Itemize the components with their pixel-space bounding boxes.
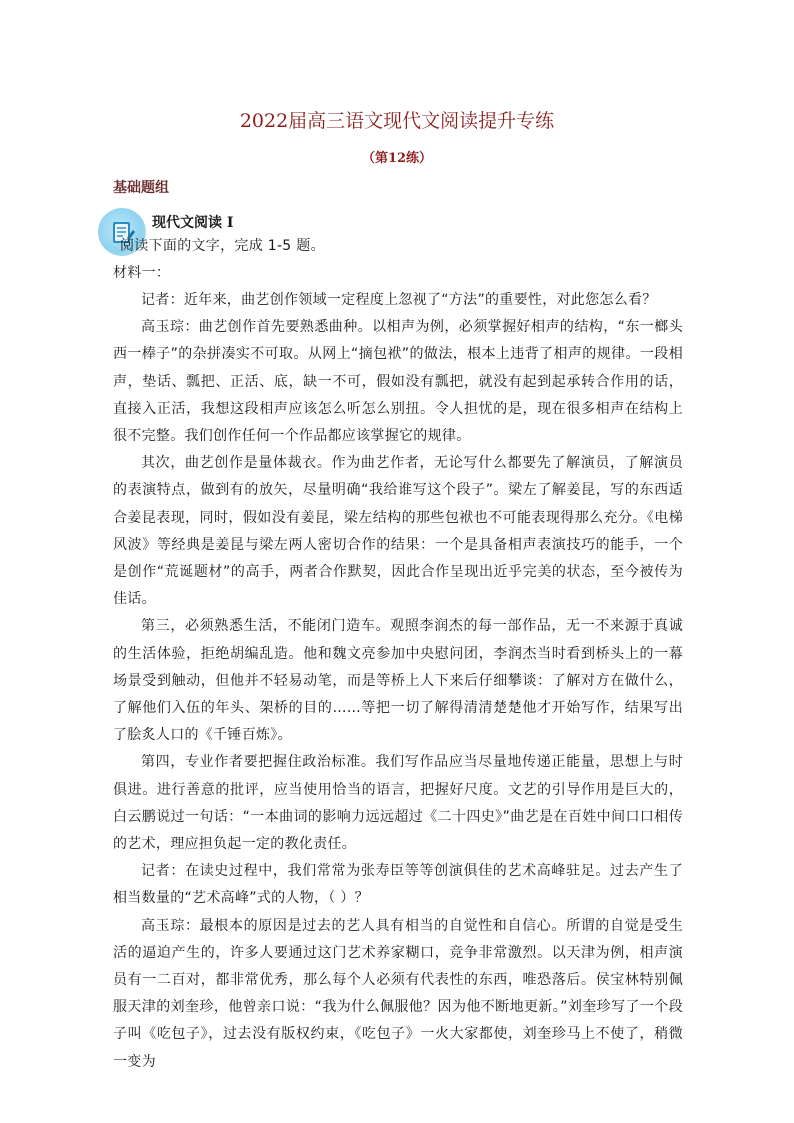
paragraph: 高玉琮：最根本的原因是过去的艺人具有相当的自觉性和自信心。所谓的自觉是受生活的逼迫产生的，许多人要通过这门艺术养家糊口，竞争非常激烈。以天津为例，相声演员有一二百对，都非常优秀，那么每个人必须有代表性的东西，唯恐落后。侯宝林特别佩服天津的刘奎珍，他曾亲口说：“我为什么佩服他？因为他不断地更新。”刘奎珍写了一个段子叫《吃包子》，过去没有版权约束，《吃包子》一火大家都使，刘奎珍马上不使了，稍微一变为: [113, 917, 683, 1070]
instruction-text: 阅读下面的文字，完成 1-5 题。: [120, 238, 325, 254]
group-heading: 基础题组: [113, 180, 169, 196]
paragraph: 记者：近年来，曲艺创作领域一定程度上忽视了“方法”的重要性，对此您怎么看？: [141, 292, 657, 308]
paragraph: 第四，专业作者要把握住政治标准。我们写作品应当尽量地传递正能量，思想上与时俱进。进行善意的批评，应当使用恰当的语言，把握好尺度。文艺的引导作用是巨大的，白云鹏说过一句话：“一本曲词的影响力远远超过《二十四史》”曲艺是在百姓中间口口相传的艺术，理应担负起一定的教化责任。: [113, 754, 683, 853]
section-heading: 现代文阅读 I: [152, 215, 234, 231]
material-label: 材料一：: [113, 265, 171, 282]
paragraph: 高玉琮：曲艺创作首先要熟悉曲种。以相声为例，必须掌握好相声的结构，“东一榔头西一棒子”的杂拼凑实不可取。从网上“摘包袱”的做法，根本上违背了相声的规律。一段相声，垫话、瓢把、正活、底，缺一不可，假如没有瓢把，就没有起到起承转合作用的话，直接入正活，我想这段相声应该怎么听怎么别扭。令人担忧的是，现在很多相声在结构上很不完整。我们创作任何一个作品都应该掌握它的规律。: [113, 319, 683, 445]
document-subtitle: （第12练）: [361, 151, 433, 166]
paragraph: 其次，曲艺创作是量体裁衣。作为曲艺作者，无论写什么都要先了解演员，了解演员的表演特点，做到有的放矢，尽量明确“我给谁写这个段子”。梁左了解姜昆，写的东西适合姜昆表现，同时，假如没有姜昆，梁左结构的那些包袱也不可能表现得那么充分。《电梯风波》等经典是姜昆与梁左两人密切合作的结果：一个是具备相声表演技巧的能手，一个是创作“荒诞题材”的高手，两者合作默契，因此合作呈现出近乎完美的状态，至今被传为佳话。: [113, 455, 683, 608]
intro-block: [113, 233, 683, 287]
paragraph: 第三，必须熟悉生活，不能闭门造车。观照李润杰的每一部作品，无一不来源于真诚的生活体验，拒绝胡编乱造。他和魏文亮参加中央慰问团，李润杰当时看到桥头上的一幕场景受到触动，但他并不轻易动笔，而是等桥上人下来后仔细攀谈：了解对方在做什么，了解他们入伍的年头、架桥的目的……等把一切了解得清清楚楚他才开始写作，结果写出了脍炙人口的《千锤百炼》。: [113, 618, 683, 744]
article-body: [113, 287, 683, 1076]
document-title: 2022届高三语文现代文阅读提升专练: [239, 110, 555, 132]
paragraph: 记者：在读史过程中，我们常常为张寿臣等等创演俱佳的艺术高峰驻足。过去产生了相当数量的“艺术高峰”式的人物，（ ）？: [113, 863, 683, 907]
